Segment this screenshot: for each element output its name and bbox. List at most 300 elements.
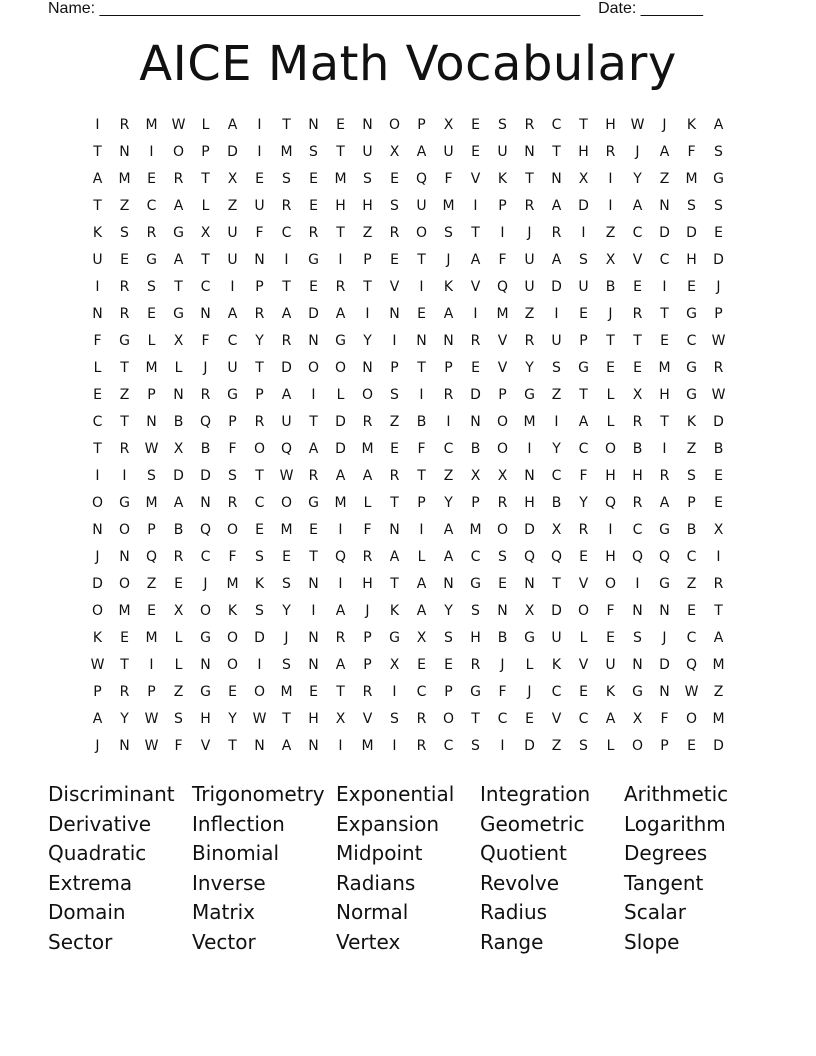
grid-letter[interactable]: D bbox=[254, 629, 265, 646]
grid-letter[interactable]: K bbox=[686, 413, 697, 430]
grid-letter[interactable]: A bbox=[659, 494, 670, 511]
grid-letter[interactable]: K bbox=[389, 602, 400, 619]
grid-letter[interactable]: I bbox=[257, 656, 262, 673]
grid-letter[interactable]: C bbox=[686, 629, 697, 646]
grid-letter[interactable]: T bbox=[336, 143, 345, 160]
grid-letter[interactable]: O bbox=[199, 602, 212, 619]
grid-letter[interactable]: T bbox=[93, 440, 102, 457]
grid-letter[interactable]: M bbox=[658, 359, 671, 376]
grid-letter[interactable]: N bbox=[308, 629, 319, 646]
grid-letter[interactable]: O bbox=[226, 656, 239, 673]
grid-letter[interactable]: M bbox=[118, 170, 131, 187]
grid-letter[interactable]: X bbox=[389, 143, 400, 160]
grid-letter[interactable]: T bbox=[606, 332, 615, 349]
grid-letter[interactable]: T bbox=[93, 197, 102, 214]
grid-letter[interactable]: D bbox=[200, 467, 211, 484]
grid-letter[interactable]: R bbox=[335, 278, 346, 295]
grid-letter[interactable]: A bbox=[578, 413, 589, 430]
grid-letter[interactable]: V bbox=[200, 737, 211, 754]
grid-letter[interactable]: A bbox=[92, 170, 103, 187]
grid-letter[interactable]: A bbox=[713, 629, 724, 646]
grid-letter[interactable]: K bbox=[551, 656, 562, 673]
grid-letter[interactable]: F bbox=[660, 710, 669, 727]
grid-letter[interactable]: A bbox=[173, 494, 184, 511]
grid-letter[interactable]: M bbox=[145, 629, 158, 646]
grid-letter[interactable]: G bbox=[119, 332, 130, 349]
grid-letter[interactable]: H bbox=[362, 197, 373, 214]
grid-letter[interactable]: Z bbox=[443, 467, 454, 484]
grid-letter[interactable]: A bbox=[443, 548, 454, 565]
grid-letter[interactable]: D bbox=[92, 575, 103, 592]
grid-letter[interactable]: M bbox=[523, 413, 536, 430]
grid-letter[interactable]: I bbox=[338, 521, 343, 538]
grid-letter[interactable]: S bbox=[498, 116, 507, 133]
grid-letter[interactable]: M bbox=[361, 440, 374, 457]
grid-letter[interactable]: R bbox=[632, 305, 643, 322]
grid-letter[interactable]: I bbox=[95, 467, 100, 484]
grid-letter[interactable]: M bbox=[361, 737, 374, 754]
grid-letter[interactable]: S bbox=[282, 575, 291, 592]
grid-letter[interactable]: F bbox=[93, 332, 102, 349]
grid-letter[interactable]: R bbox=[524, 116, 535, 133]
grid-letter[interactable]: N bbox=[308, 332, 319, 349]
grid-letter[interactable]: Y bbox=[525, 359, 534, 376]
grid-letter[interactable]: D bbox=[227, 143, 238, 160]
grid-letter[interactable]: E bbox=[120, 251, 129, 268]
grid-letter[interactable]: G bbox=[659, 575, 670, 592]
grid-letter[interactable]: T bbox=[660, 305, 669, 322]
grid-letter[interactable]: E bbox=[336, 116, 345, 133]
grid-letter[interactable]: N bbox=[119, 143, 130, 160]
grid-letter[interactable]: I bbox=[554, 305, 559, 322]
grid-letter[interactable]: M bbox=[712, 710, 725, 727]
grid-letter[interactable]: W bbox=[711, 386, 726, 403]
grid-letter[interactable]: J bbox=[203, 359, 208, 376]
grid-letter[interactable]: X bbox=[389, 656, 400, 673]
grid-letter[interactable]: A bbox=[281, 737, 292, 754]
grid-letter[interactable]: X bbox=[173, 332, 184, 349]
grid-letter[interactable]: F bbox=[498, 251, 507, 268]
grid-letter[interactable]: Y bbox=[282, 602, 291, 619]
grid-letter[interactable]: J bbox=[662, 116, 667, 133]
grid-letter[interactable]: R bbox=[335, 629, 346, 646]
grid-letter[interactable]: I bbox=[338, 251, 343, 268]
grid-letter[interactable]: D bbox=[713, 737, 724, 754]
grid-letter[interactable]: L bbox=[579, 629, 588, 646]
grid-letter[interactable]: S bbox=[471, 602, 480, 619]
grid-letter[interactable]: S bbox=[255, 548, 264, 565]
grid-letter[interactable]: D bbox=[524, 521, 535, 538]
grid-letter[interactable]: Z bbox=[227, 197, 238, 214]
grid-letter[interactable]: S bbox=[552, 359, 561, 376]
grid-letter[interactable]: I bbox=[230, 278, 235, 295]
grid-letter[interactable]: I bbox=[311, 602, 316, 619]
grid-letter[interactable]: L bbox=[174, 359, 183, 376]
grid-letter[interactable]: T bbox=[120, 656, 129, 673]
grid-letter[interactable]: Z bbox=[119, 386, 130, 403]
grid-letter[interactable]: S bbox=[147, 278, 156, 295]
grid-letter[interactable]: I bbox=[419, 278, 424, 295]
grid-letter[interactable]: K bbox=[92, 224, 103, 241]
grid-letter[interactable]: H bbox=[335, 197, 346, 214]
grid-letter[interactable]: G bbox=[173, 224, 184, 241]
grid-letter[interactable]: U bbox=[227, 224, 238, 241]
grid-letter[interactable]: Z bbox=[686, 440, 697, 457]
grid-letter[interactable]: Q bbox=[658, 548, 671, 565]
grid-letter[interactable]: J bbox=[365, 602, 370, 619]
grid-letter[interactable]: J bbox=[446, 251, 451, 268]
grid-letter[interactable]: Y bbox=[363, 332, 372, 349]
grid-letter[interactable]: M bbox=[145, 494, 158, 511]
grid-letter[interactable]: R bbox=[389, 467, 400, 484]
grid-letter[interactable]: Z bbox=[659, 170, 670, 187]
grid-letter[interactable]: A bbox=[551, 197, 562, 214]
grid-letter[interactable]: G bbox=[713, 170, 724, 187]
grid-letter[interactable]: Q bbox=[199, 521, 212, 538]
grid-letter[interactable]: O bbox=[388, 116, 401, 133]
grid-letter[interactable]: B bbox=[497, 629, 508, 646]
grid-letter[interactable]: C bbox=[443, 440, 454, 457]
grid-letter[interactable]: N bbox=[200, 656, 211, 673]
grid-letter[interactable]: S bbox=[120, 224, 129, 241]
grid-letter[interactable]: K bbox=[686, 116, 697, 133]
grid-letter[interactable]: N bbox=[443, 575, 454, 592]
grid-letter[interactable]: D bbox=[524, 737, 535, 754]
grid-letter[interactable]: F bbox=[228, 440, 237, 457]
grid-letter[interactable]: E bbox=[660, 332, 669, 349]
grid-letter[interactable]: P bbox=[147, 683, 156, 700]
grid-letter[interactable]: C bbox=[200, 278, 211, 295]
grid-letter[interactable]: A bbox=[335, 467, 346, 484]
grid-letter[interactable]: R bbox=[119, 116, 130, 133]
grid-letter[interactable]: C bbox=[254, 494, 265, 511]
grid-letter[interactable]: P bbox=[390, 359, 399, 376]
grid-letter[interactable]: N bbox=[632, 656, 643, 673]
grid-letter[interactable]: I bbox=[392, 737, 397, 754]
grid-letter[interactable]: K bbox=[443, 278, 454, 295]
grid-letter[interactable]: E bbox=[633, 359, 642, 376]
grid-letter[interactable]: R bbox=[254, 413, 265, 430]
grid-letter[interactable]: G bbox=[686, 305, 697, 322]
grid-letter[interactable]: A bbox=[416, 143, 427, 160]
grid-letter[interactable]: B bbox=[551, 494, 562, 511]
grid-letter[interactable]: E bbox=[282, 548, 291, 565]
grid-letter[interactable]: T bbox=[552, 143, 561, 160]
grid-letter[interactable]: L bbox=[417, 548, 426, 565]
grid-letter[interactable]: D bbox=[173, 467, 184, 484]
grid-letter[interactable]: Y bbox=[228, 710, 237, 727]
grid-letter[interactable]: I bbox=[446, 413, 451, 430]
grid-letter[interactable]: L bbox=[201, 116, 210, 133]
grid-letter[interactable]: L bbox=[201, 197, 210, 214]
grid-letter[interactable]: R bbox=[362, 683, 373, 700]
grid-letter[interactable]: A bbox=[92, 710, 103, 727]
grid-letter[interactable]: P bbox=[444, 683, 453, 700]
grid-letter[interactable]: P bbox=[417, 116, 426, 133]
grid-letter[interactable]: T bbox=[336, 683, 345, 700]
grid-letter[interactable]: A bbox=[659, 143, 670, 160]
grid-letter[interactable]: K bbox=[227, 602, 238, 619]
grid-letter[interactable]: R bbox=[119, 440, 130, 457]
grid-letter[interactable]: Z bbox=[119, 197, 130, 214]
grid-letter[interactable]: O bbox=[226, 629, 239, 646]
grid-letter[interactable]: V bbox=[470, 278, 481, 295]
grid-letter[interactable]: M bbox=[442, 197, 455, 214]
grid-letter[interactable]: A bbox=[227, 116, 238, 133]
grid-letter[interactable]: A bbox=[443, 305, 454, 322]
grid-letter[interactable]: W bbox=[144, 440, 159, 457]
grid-letter[interactable]: Z bbox=[605, 224, 616, 241]
grid-letter[interactable]: A bbox=[308, 440, 319, 457]
grid-letter[interactable]: G bbox=[632, 683, 643, 700]
grid-letter[interactable]: I bbox=[473, 305, 478, 322]
grid-letter[interactable]: J bbox=[662, 629, 667, 646]
grid-letter[interactable]: G bbox=[470, 683, 481, 700]
grid-letter[interactable]: O bbox=[604, 575, 617, 592]
grid-letter[interactable]: E bbox=[309, 197, 318, 214]
grid-letter[interactable]: Q bbox=[415, 170, 428, 187]
grid-letter[interactable]: N bbox=[524, 467, 535, 484]
grid-letter[interactable]: S bbox=[174, 710, 183, 727]
grid-letter[interactable]: E bbox=[579, 305, 588, 322]
grid-letter[interactable]: V bbox=[578, 575, 589, 592]
grid-letter[interactable]: N bbox=[443, 332, 454, 349]
grid-letter[interactable]: G bbox=[470, 575, 481, 592]
grid-letter[interactable]: E bbox=[687, 737, 696, 754]
date-field[interactable]: Date: _______ bbox=[598, 0, 704, 17]
grid-letter[interactable]: B bbox=[632, 440, 643, 457]
grid-letter[interactable]: R bbox=[470, 332, 481, 349]
grid-letter[interactable]: C bbox=[497, 710, 508, 727]
grid-letter[interactable]: G bbox=[659, 521, 670, 538]
grid-letter[interactable]: M bbox=[118, 602, 131, 619]
grid-letter[interactable]: U bbox=[443, 143, 454, 160]
grid-letter[interactable]: R bbox=[119, 683, 130, 700]
grid-letter[interactable]: N bbox=[119, 548, 130, 565]
grid-letter[interactable]: N bbox=[632, 602, 643, 619]
grid-letter[interactable]: A bbox=[416, 602, 427, 619]
grid-letter[interactable]: Q bbox=[604, 494, 617, 511]
grid-letter[interactable]: E bbox=[309, 278, 318, 295]
grid-letter[interactable]: W bbox=[90, 656, 105, 673]
grid-letter[interactable]: G bbox=[308, 251, 319, 268]
grid-letter[interactable]: I bbox=[365, 305, 370, 322]
grid-letter[interactable]: J bbox=[500, 656, 505, 673]
grid-letter[interactable]: E bbox=[417, 305, 426, 322]
grid-letter[interactable]: C bbox=[659, 251, 670, 268]
grid-letter[interactable]: G bbox=[335, 332, 346, 349]
grid-letter[interactable]: S bbox=[282, 656, 291, 673]
grid-letter[interactable]: E bbox=[174, 575, 183, 592]
grid-letter[interactable]: B bbox=[416, 413, 427, 430]
grid-letter[interactable]: P bbox=[444, 359, 453, 376]
grid-letter[interactable]: X bbox=[524, 602, 535, 619]
grid-letter[interactable]: M bbox=[334, 494, 347, 511]
grid-letter[interactable]: E bbox=[471, 359, 480, 376]
grid-letter[interactable]: O bbox=[442, 710, 455, 727]
grid-letter[interactable]: S bbox=[714, 197, 723, 214]
grid-letter[interactable]: I bbox=[338, 575, 343, 592]
grid-letter[interactable]: P bbox=[255, 386, 264, 403]
grid-letter[interactable]: Z bbox=[713, 683, 724, 700]
grid-letter[interactable]: D bbox=[713, 251, 724, 268]
grid-letter[interactable]: A bbox=[416, 575, 427, 592]
grid-letter[interactable]: D bbox=[686, 224, 697, 241]
grid-letter[interactable]: I bbox=[419, 386, 424, 403]
grid-letter[interactable]: T bbox=[660, 413, 669, 430]
grid-letter[interactable]: N bbox=[308, 116, 319, 133]
grid-letter[interactable]: L bbox=[174, 656, 183, 673]
grid-letter[interactable]: O bbox=[118, 521, 131, 538]
grid-letter[interactable]: T bbox=[525, 170, 534, 187]
grid-letter[interactable]: G bbox=[686, 386, 697, 403]
grid-letter[interactable]: Y bbox=[552, 440, 561, 457]
grid-letter[interactable]: P bbox=[498, 197, 507, 214]
grid-letter[interactable]: C bbox=[686, 548, 697, 565]
grid-letter[interactable]: S bbox=[687, 467, 696, 484]
grid-letter[interactable]: L bbox=[606, 386, 615, 403]
grid-letter[interactable]: R bbox=[281, 197, 292, 214]
grid-letter[interactable]: P bbox=[363, 629, 372, 646]
grid-letter[interactable]: S bbox=[444, 224, 453, 241]
grid-letter[interactable]: O bbox=[172, 143, 185, 160]
grid-letter[interactable]: P bbox=[147, 521, 156, 538]
grid-letter[interactable]: L bbox=[606, 737, 615, 754]
grid-letter[interactable]: E bbox=[444, 656, 453, 673]
grid-letter[interactable]: R bbox=[470, 656, 481, 673]
grid-letter[interactable]: E bbox=[579, 683, 588, 700]
grid-letter[interactable]: D bbox=[659, 656, 670, 673]
grid-letter[interactable]: V bbox=[497, 359, 508, 376]
grid-letter[interactable]: P bbox=[714, 305, 723, 322]
grid-letter[interactable]: N bbox=[254, 737, 265, 754]
grid-letter[interactable]: O bbox=[334, 359, 347, 376]
grid-letter[interactable]: T bbox=[714, 602, 723, 619]
grid-letter[interactable]: E bbox=[633, 278, 642, 295]
grid-letter[interactable]: U bbox=[416, 197, 427, 214]
grid-letter[interactable]: N bbox=[524, 143, 535, 160]
grid-letter[interactable]: X bbox=[200, 224, 211, 241]
grid-letter[interactable]: S bbox=[390, 710, 399, 727]
grid-letter[interactable]: F bbox=[201, 332, 210, 349]
grid-letter[interactable]: S bbox=[309, 143, 318, 160]
grid-letter[interactable]: E bbox=[309, 683, 318, 700]
grid-letter[interactable]: U bbox=[551, 629, 562, 646]
grid-letter[interactable]: A bbox=[227, 305, 238, 322]
grid-letter[interactable]: T bbox=[201, 170, 210, 187]
grid-letter[interactable]: H bbox=[659, 386, 670, 403]
grid-letter[interactable]: N bbox=[389, 305, 400, 322]
grid-letter[interactable]: X bbox=[173, 602, 184, 619]
grid-letter[interactable]: J bbox=[527, 224, 532, 241]
grid-letter[interactable]: I bbox=[608, 170, 613, 187]
grid-letter[interactable]: P bbox=[363, 656, 372, 673]
grid-letter[interactable]: I bbox=[500, 224, 505, 241]
grid-letter[interactable]: E bbox=[228, 683, 237, 700]
grid-letter[interactable]: N bbox=[659, 683, 670, 700]
grid-letter[interactable]: Q bbox=[199, 413, 212, 430]
grid-letter[interactable]: C bbox=[551, 683, 562, 700]
grid-letter[interactable]: D bbox=[335, 413, 346, 430]
grid-letter[interactable]: H bbox=[200, 710, 211, 727]
grid-letter[interactable]: C bbox=[632, 224, 643, 241]
grid-letter[interactable]: W bbox=[711, 332, 726, 349]
grid-letter[interactable]: M bbox=[226, 575, 239, 592]
grid-letter[interactable]: C bbox=[146, 197, 157, 214]
grid-letter[interactable]: R bbox=[119, 278, 130, 295]
grid-letter[interactable]: C bbox=[578, 440, 589, 457]
grid-letter[interactable]: I bbox=[392, 683, 397, 700]
grid-letter[interactable]: B bbox=[713, 440, 724, 457]
grid-letter[interactable]: R bbox=[173, 170, 184, 187]
grid-letter[interactable]: G bbox=[200, 683, 211, 700]
grid-letter[interactable]: W bbox=[171, 116, 186, 133]
grid-letter[interactable]: A bbox=[281, 305, 292, 322]
grid-letter[interactable]: J bbox=[203, 575, 208, 592]
grid-letter[interactable]: Z bbox=[362, 224, 373, 241]
grid-letter[interactable]: E bbox=[687, 602, 696, 619]
grid-letter[interactable]: A bbox=[470, 251, 481, 268]
grid-letter[interactable]: E bbox=[390, 170, 399, 187]
grid-letter[interactable]: W bbox=[144, 710, 159, 727]
grid-letter[interactable]: E bbox=[606, 359, 615, 376]
grid-letter[interactable]: A bbox=[173, 197, 184, 214]
grid-letter[interactable]: G bbox=[524, 386, 535, 403]
grid-letter[interactable]: N bbox=[146, 413, 157, 430]
grid-letter[interactable]: L bbox=[336, 386, 345, 403]
grid-letter[interactable]: O bbox=[496, 521, 509, 538]
grid-letter[interactable]: R bbox=[551, 224, 562, 241]
grid-letter[interactable]: J bbox=[95, 737, 100, 754]
grid-letter[interactable]: T bbox=[255, 359, 264, 376]
grid-letter[interactable]: N bbox=[497, 602, 508, 619]
grid-letter[interactable]: S bbox=[282, 170, 291, 187]
grid-letter[interactable]: O bbox=[577, 602, 590, 619]
grid-letter[interactable]: B bbox=[605, 278, 616, 295]
grid-letter[interactable]: V bbox=[389, 278, 400, 295]
grid-letter[interactable]: W bbox=[252, 710, 267, 727]
grid-letter[interactable]: F bbox=[255, 224, 264, 241]
grid-letter[interactable]: S bbox=[714, 143, 723, 160]
grid-letter[interactable]: M bbox=[334, 170, 347, 187]
grid-letter[interactable]: R bbox=[659, 467, 670, 484]
grid-letter[interactable]: T bbox=[120, 413, 129, 430]
grid-letter[interactable]: M bbox=[685, 170, 698, 187]
grid-letter[interactable]: R bbox=[173, 548, 184, 565]
grid-letter[interactable]: F bbox=[417, 440, 426, 457]
grid-letter[interactable]: N bbox=[119, 737, 130, 754]
grid-letter[interactable]: I bbox=[257, 143, 262, 160]
grid-letter[interactable]: N bbox=[92, 521, 103, 538]
grid-letter[interactable]: V bbox=[470, 170, 481, 187]
grid-letter[interactable]: N bbox=[524, 575, 535, 592]
grid-letter[interactable]: H bbox=[605, 467, 616, 484]
grid-letter[interactable]: A bbox=[632, 197, 643, 214]
grid-letter[interactable]: J bbox=[284, 629, 289, 646]
grid-letter[interactable]: U bbox=[92, 251, 103, 268]
grid-letter[interactable]: B bbox=[686, 521, 697, 538]
grid-letter[interactable]: Z bbox=[551, 386, 562, 403]
grid-letter[interactable]: P bbox=[93, 683, 102, 700]
grid-letter[interactable]: L bbox=[174, 629, 183, 646]
grid-letter[interactable]: R bbox=[497, 494, 508, 511]
grid-letter[interactable]: R bbox=[389, 224, 400, 241]
grid-letter[interactable]: S bbox=[579, 251, 588, 268]
grid-letter[interactable]: T bbox=[174, 278, 183, 295]
grid-letter[interactable]: T bbox=[633, 332, 642, 349]
grid-letter[interactable]: E bbox=[579, 548, 588, 565]
grid-letter[interactable]: E bbox=[147, 602, 156, 619]
